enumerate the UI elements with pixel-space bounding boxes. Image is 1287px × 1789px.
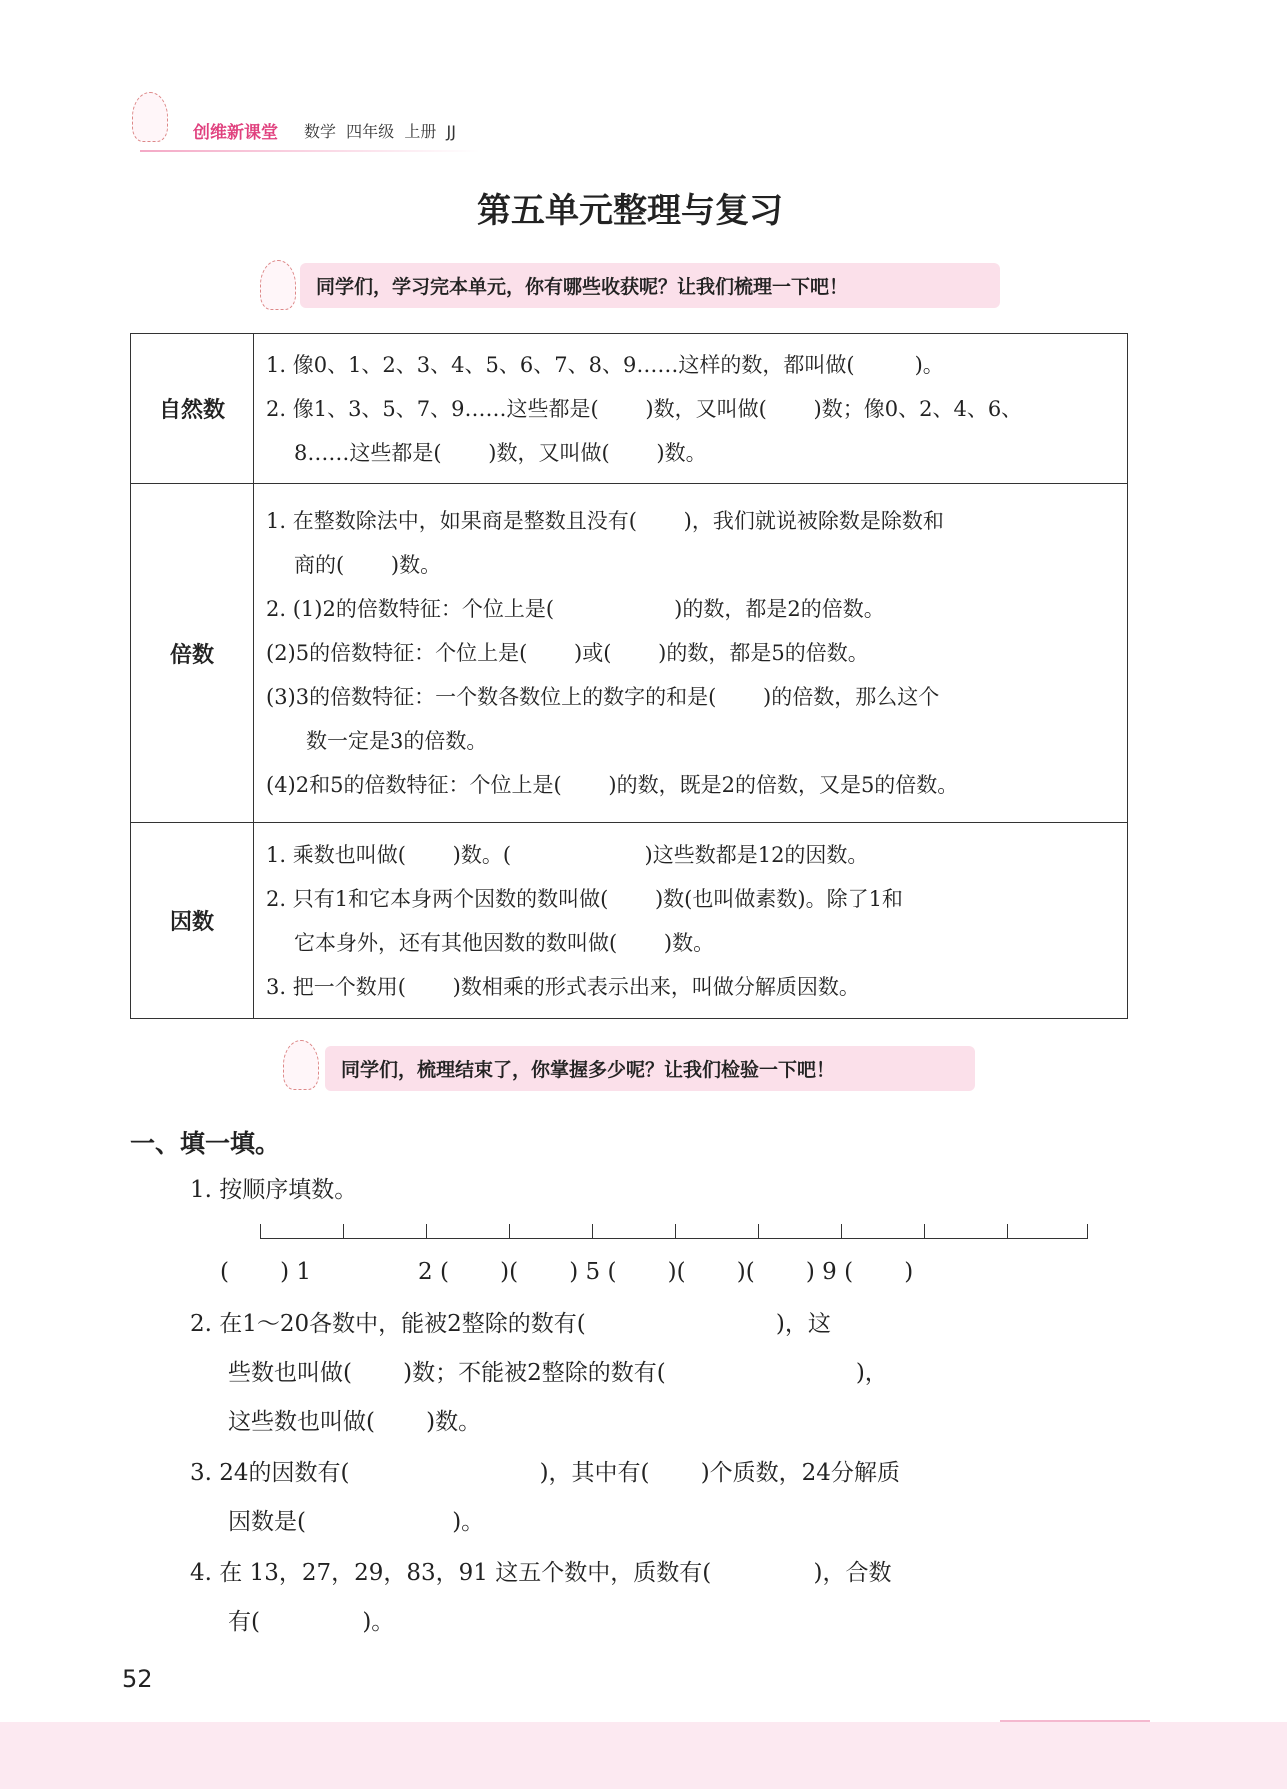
question-2-line: 些数也叫做( )数；不能被2整除的数有( )， — [228, 1360, 888, 1386]
question-4-line: 有( )。 — [228, 1609, 395, 1635]
book-subtitle: 数学 四年级 上册 JJ — [304, 122, 456, 141]
table-line: (4)2和5的倍数特征：个位上是( )的数，既是2的倍数，又是5的倍数。 — [266, 773, 959, 797]
page-number: 52 — [122, 1665, 153, 1693]
question-2-line: 2. 在1～20各数中，能被2整除的数有( )，这 — [190, 1311, 831, 1337]
table-line: 数一定是3的倍数。 — [306, 729, 488, 753]
table-line: (2)5的倍数特征：个位上是( )或( )的数，都是5的倍数。 — [266, 641, 869, 665]
table-line: 它本身外，还有其他因数的数叫做( )数。 — [294, 930, 715, 955]
question-1: 1. 按顺序填数。 — [190, 1177, 358, 1203]
table-line: 2. 像1、3、5、7、9……这些都是( )数，又叫做( )数；像0、2、4、6、 — [266, 396, 1023, 421]
mascot-icon — [260, 260, 296, 310]
table-line: 商的( )数。 — [294, 553, 442, 577]
number-line-labels-rest: 2 ( )( ) 5 ( )( )( ) 9 ( ) — [418, 1259, 914, 1285]
row-label: 倍数 — [131, 484, 254, 823]
table-line: 1. 乘数也叫做( )数。( )这些数都是12的因数。 — [266, 842, 869, 867]
table-line: 1. 像0、1、2、3、4、5、6、7、8、9……这样的数，都叫做( )。 — [266, 352, 944, 377]
castle-illustration — [1000, 1660, 1150, 1722]
number-line — [260, 1238, 1088, 1239]
table-line: 8……这些都是( )数，又叫做( )数。 — [294, 440, 707, 465]
brand-name: 创维新课堂 — [193, 123, 278, 143]
check-banner: 同学们，梳理结束了，你掌握多少呢？让我们检验一下吧！ — [325, 1046, 975, 1091]
row-label: 因数 — [131, 823, 254, 1019]
mascot-illustration — [132, 92, 168, 142]
review-table — [130, 333, 1128, 1019]
table-row — [131, 823, 1128, 1019]
page-title: 第五单元整理与复习 — [477, 191, 783, 231]
table-line: (3)3的倍数特征：一个数各数位上的数字的和是( )的倍数，那么这个 — [266, 685, 940, 709]
table-row — [131, 484, 1128, 823]
question-2-line: 这些数也叫做( )数。 — [228, 1409, 482, 1435]
question-3-line: 因数是( )。 — [228, 1509, 485, 1535]
table-line: 2. 只有1和它本身两个因数的数叫做( )数(也叫做素数)。除了1和 — [266, 886, 903, 911]
table-row — [131, 334, 1128, 484]
footer-band — [0, 1722, 1287, 1789]
header-divider — [140, 150, 480, 152]
question-4-line: 4. 在 13，27，29，83，91 这五个数中，质数有( )，合数 — [190, 1560, 892, 1586]
mascot-icon — [283, 1040, 319, 1090]
row-label: 自然数 — [131, 334, 254, 484]
table-line: 2. (1)2的倍数特征：个位上是( )的数，都是2的倍数。 — [266, 597, 885, 621]
question-3-line: 3. 24的因数有( )，其中有( )个质数，24分解质 — [190, 1460, 900, 1486]
intro-banner: 同学们，学习完本单元，你有哪些收获呢？让我们梳理一下吧！ — [300, 263, 1000, 308]
table-line: 3. 把一个数用( )数相乘的形式表示出来，叫做分解质因数。 — [266, 974, 860, 999]
table-line: 1. 在整数除法中，如果商是整数且没有( )，我们就说被除数是除数和 — [266, 509, 944, 533]
section-heading: 一、填一填。 — [130, 1129, 281, 1158]
number-line-labels-start: ( ) 1 — [220, 1259, 312, 1285]
